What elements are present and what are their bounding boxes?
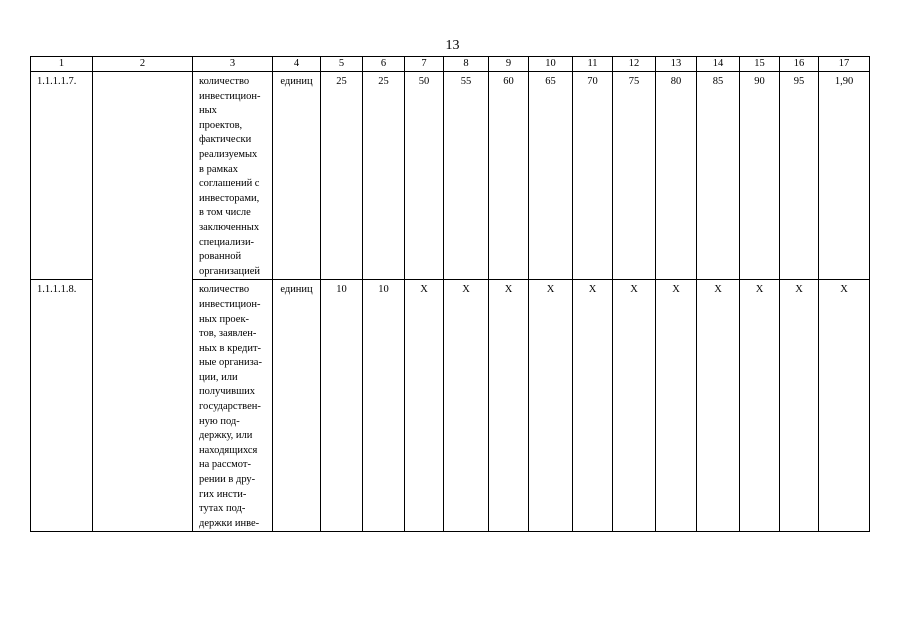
- description-line: организацией: [199, 265, 261, 277]
- value-cell: 1,90: [819, 72, 870, 280]
- table-header-row: [31, 57, 870, 72]
- description-line: на рассмот-: [199, 459, 251, 471]
- value-cell: 50: [405, 72, 444, 280]
- value-cell: 95: [780, 72, 819, 280]
- description-line: находящихся: [199, 444, 258, 456]
- value-cell: 10: [363, 280, 405, 532]
- value-cell: 65: [529, 72, 573, 280]
- header-cell: 6: [363, 57, 405, 72]
- header-cell: 17: [819, 57, 870, 72]
- value-cell: Х: [656, 280, 697, 532]
- value-cell: Х: [489, 280, 529, 532]
- header-cell: 16: [780, 57, 819, 72]
- header-cell: 14: [697, 57, 740, 72]
- value-cell: Х: [819, 280, 870, 532]
- row-number: 1.1.1.1.8.: [31, 280, 93, 532]
- description-line: фактически: [199, 134, 252, 146]
- value-cell: Х: [740, 280, 780, 532]
- description-line: рованной: [199, 251, 242, 263]
- description-line: ции, или: [199, 371, 238, 383]
- description-line: проектов,: [199, 119, 243, 131]
- value-cell: 25: [321, 72, 363, 280]
- description-line: держку, или: [199, 430, 253, 442]
- value-cell: Х: [613, 280, 656, 532]
- header-cell: 5: [321, 57, 363, 72]
- value-cell: 60: [489, 72, 529, 280]
- value-cell: 85: [697, 72, 740, 280]
- value-cell: Х: [573, 280, 613, 532]
- description-line: ных в кредит-: [199, 342, 262, 354]
- header-cell: 7: [405, 57, 444, 72]
- header-cell: 11: [573, 57, 613, 72]
- unit-cell: единиц: [273, 72, 321, 280]
- description-line: государствен-: [199, 401, 261, 413]
- header-cell: 4: [273, 57, 321, 72]
- description-line: количество: [199, 76, 250, 87]
- header-cell: 13: [656, 57, 697, 72]
- description-line: соглашений с: [199, 178, 260, 190]
- header-cell: 9: [489, 57, 529, 72]
- header-cell: 10: [529, 57, 573, 72]
- description-line: инвесторами,: [199, 192, 260, 204]
- table-row: [31, 72, 870, 280]
- description-line: тутах под-: [199, 503, 246, 515]
- value-cell: 75: [613, 72, 656, 280]
- description-line: ную под-: [199, 415, 240, 427]
- description-line: тов, заявлен-: [199, 328, 257, 340]
- header-cell: 8: [444, 57, 489, 72]
- description-line: получивших: [199, 386, 256, 398]
- indicators-table: [30, 56, 870, 532]
- description-line: в том числе: [199, 207, 251, 219]
- unit-cell: единиц: [273, 280, 321, 532]
- value-cell: 25: [363, 72, 405, 280]
- description-line: ные организа-: [199, 357, 262, 369]
- value-cell: 70: [573, 72, 613, 280]
- value-cell: 80: [656, 72, 697, 280]
- description-line: реализуемых: [199, 148, 258, 160]
- value-cell: Х: [444, 280, 489, 532]
- header-cell: 15: [740, 57, 780, 72]
- description-line: заключенных: [199, 221, 260, 233]
- value-cell: Х: [697, 280, 740, 532]
- page-number: 13: [445, 38, 460, 53]
- header-cell: 2: [93, 57, 193, 72]
- description-line: ных: [199, 105, 217, 117]
- description-line: специализи-: [199, 236, 255, 248]
- header-cell: 3: [193, 57, 273, 72]
- description-line: держки инве-: [199, 517, 260, 529]
- header-cell: 12: [613, 57, 656, 72]
- value-cell: 90: [740, 72, 780, 280]
- header-cell: 1: [31, 57, 93, 72]
- description-line: инвестицион-: [199, 90, 261, 102]
- description-line: количество: [199, 284, 250, 296]
- description-line: в рамках: [199, 163, 238, 175]
- row-number: 1.1.1.1.7.: [31, 72, 93, 280]
- value-cell: Х: [780, 280, 819, 532]
- description-line: гих инсти-: [199, 488, 247, 500]
- description-line: ных проек-: [199, 313, 250, 325]
- value-cell: 10: [321, 280, 363, 532]
- value-cell: Х: [529, 280, 573, 532]
- column-2-merged-cell: [93, 72, 193, 532]
- description-line: инвестицион-: [199, 298, 261, 310]
- value-cell: Х: [405, 280, 444, 532]
- value-cell: 55: [444, 72, 489, 280]
- description-line: рении в дру-: [199, 474, 256, 486]
- row-description: [193, 280, 273, 532]
- row-description: [193, 72, 273, 280]
